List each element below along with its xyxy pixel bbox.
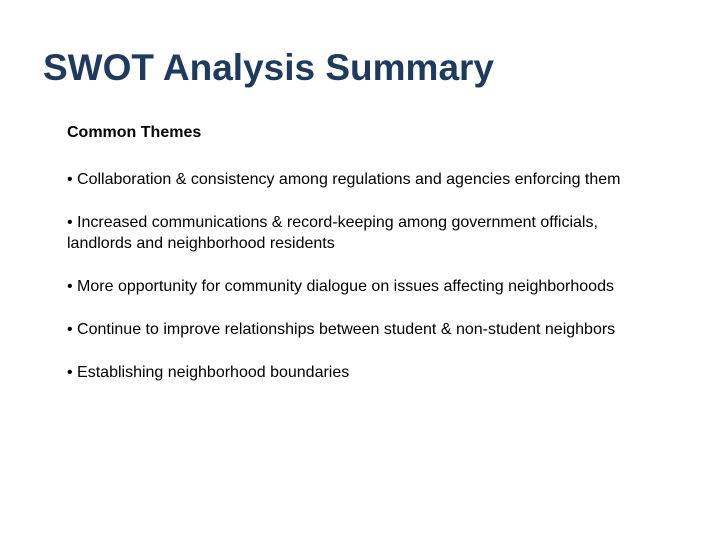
bullet-item: • Continue to improve relationships between student & non-student neighbors bbox=[67, 321, 616, 338]
slide-title: SWOT Analysis Summary bbox=[43, 47, 494, 88]
section-heading: Common Themes bbox=[67, 124, 202, 141]
bullet-item: • Increased communications & record-keeping among government officials, landlords and neighborhood residents bbox=[67, 214, 598, 252]
bullet-list bbox=[67, 169, 667, 383]
bullet-item: • Collaboration & consistency among regulations and agencies enforcing them bbox=[67, 171, 621, 188]
bullet-item: • Establishing neighborhood boundaries bbox=[67, 364, 350, 381]
slide-body bbox=[67, 121, 667, 405]
bullet-item: • More opportunity for community dialogue on issues affecting neighborhoods bbox=[67, 278, 614, 295]
